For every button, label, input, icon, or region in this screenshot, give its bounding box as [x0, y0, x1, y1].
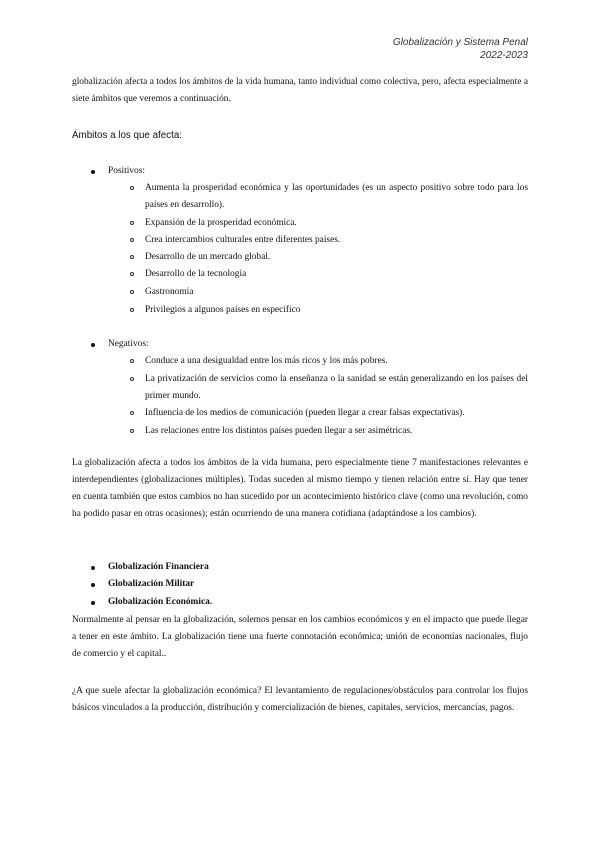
positivos-item: Expansión de la prosperidad económica. [145, 218, 297, 228]
section-heading: Ámbitos a los que afecta: [72, 130, 183, 141]
circle-bullet-icon [130, 429, 134, 433]
positivos-item: Privilegios a algunos países en específico [145, 305, 301, 315]
tipo-item: Globalización Financiera [108, 562, 209, 572]
positivos-item: Crea intercambios culturales entre diferentes países. [145, 235, 341, 245]
circle-bullet-icon [130, 377, 134, 381]
intro-paragraph: globalización afecta a todos los ámbitos de la vida humana, tanto individual como colectiva, pero, afecta especialmente a siete ámbitos que veremos a continuación. [72, 77, 528, 104]
bullet-dot-icon [91, 601, 95, 605]
paragraph-economica: Normalmente al pensar en la globalización, solemos pensar en los cambios económicos y en el impacto que puede llegar a tener en este ámbito. La globalización tiene una fuerte connotación económica; unión de economías nacionales, flujo de comercio y el capital.. [72, 615, 528, 659]
bullet-dot-icon [91, 583, 95, 587]
circle-bullet-icon [130, 272, 134, 276]
bullet-dot-icon [91, 343, 95, 347]
circle-bullet-icon [130, 411, 134, 415]
negativos-item: Conduce a una desigualdad entre los más ricos y los más pobres. [145, 356, 388, 366]
circle-bullet-icon [130, 308, 134, 312]
circle-bullet-icon [130, 290, 134, 294]
circle-bullet-icon [130, 359, 134, 363]
circle-bullet-icon [130, 238, 134, 242]
header-year: 2022-2023 [480, 50, 528, 61]
negativos-item: Influencia de los medios de comunicación (pueden llegar a crear falsas expectativas). [145, 408, 465, 418]
bullet-dot-icon [91, 566, 95, 570]
tipo-item: Globalización Militar [108, 579, 195, 589]
bullet-dot-icon [91, 170, 95, 174]
circle-bullet-icon [130, 221, 134, 225]
positivos-item: Desarrollo de la tecnología [145, 269, 247, 279]
tipo-item: Globalización Económica. [108, 597, 213, 607]
positivos-item: Gastronomía [145, 287, 194, 297]
negativos-item: La privatización de servicios como la enseñanza o la sanidad se están generalizando en los países del primer mundo. [145, 374, 528, 401]
paragraph-manifestaciones: La globalización afecta a todos los ámbitos de la vida humana, pero especialmente tiene 7 manifestaciones relevantes e interdependientes (globalizaciones múltiples). Todas suceden al mismo tiempo y tienen relación entre sí. Hay que tener en cuenta también que estos cambios no han sucedido por un acontecimiento histórico clave (como una revolución, como ha podido pasar en otras ocasiones); están ocurriendo de una manera cotidiana (adaptándose a los cambios). [72, 458, 528, 519]
negativos-label: Negativos: [108, 339, 149, 349]
paragraph-pregunta: ¿A que suele afectar la globalización económica? El levantamiento de regulaciones/obstáculos para controlar los flujos básicos vinculados a la producción, distribución y comercialización de bienes, capitales, servicios, mercancías, pagos. [72, 686, 528, 713]
positivos-item: Aumenta la prosperidad económica y las oportunidades (es un aspecto positivo sobre todo para los países en desarrollo). [145, 183, 528, 210]
circle-bullet-icon [130, 255, 134, 259]
negativos-item: Las relaciones entre los distintos países pueden llegar a ser asimétricas. [145, 426, 413, 436]
positivos-label: Positivos: [108, 166, 145, 176]
positivos-item: Desarrollo de un mercado global. [145, 252, 271, 262]
circle-bullet-icon [130, 186, 134, 190]
header-title: Globalización y Sistema Penal [392, 37, 528, 48]
